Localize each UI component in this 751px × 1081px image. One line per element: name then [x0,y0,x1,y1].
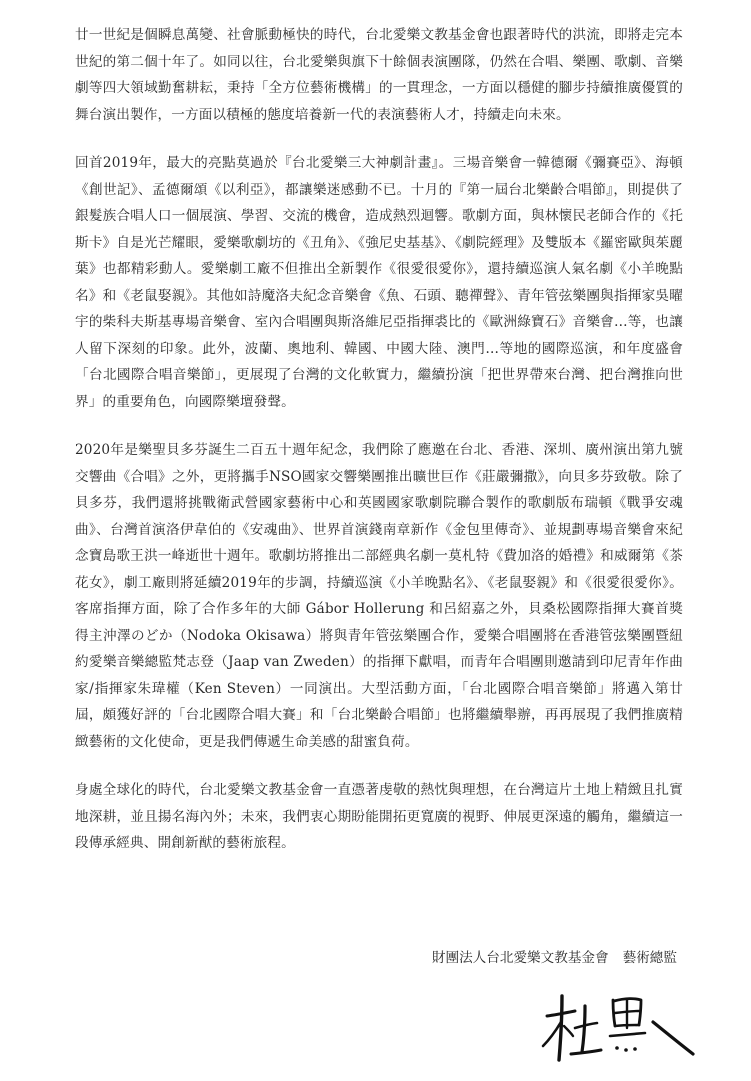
paragraph-2020-plans: 2020年是樂聖貝多芬誕生二百五十週年紀念，我們除了應邀在台北、香港、深圳、廣州演出第九號交響曲《合唱》之外，更將攜手NSO國家交響樂團推出曠世巨作《莊嚴彌撒》，向貝多芬致敬。除了貝多芬，我們還將挑戰衛武營國家藝術中心和英國國家歌劇院聯合製作的歌劇版布瑞頓《戰爭安魂曲》、台灣首演洛伊韋伯的《安魂曲》、世界首演錢南章新作《金包里傳奇》、並規劃專場音樂會來紀念寶島歌王洪一峰逝世十週年。歌劇坊將推出二部經典名劇一莫札特《費加洛的婚禮》和威爾第《茶花女》，劇工廠則將延續2019年的步調，持續巡演《小羊晚點名》、《老鼠娶親》和《很愛很愛你》。客席指揮方面，除了合作多年的大師 Gábor Hollerung 和呂紹嘉之外，貝桑松國際指揮大賽首獎得主沖澤のどか（Nodoka Okisawa）將與青年管弦樂團合作，愛樂合唱團將在香港管弦樂團暨紐約愛樂音樂總監梵志登（Jaap van Zweden）的指揮下獻唱，而青年合唱團則邀請到印尼青年作曲家/指揮家朱瑋權（Ken Steven）一同演出。大型活動方面，「台北國際合唱音樂節」將邁入第廿屆，頗獲好評的「台北國際合唱大賽」和「台北樂齡合唱節」也將繼續舉辦，再再展現了我們推廣精緻藝術的文化使命，更是我們傳遞生命美感的甜蜜負荷。 [75,442,683,750]
letter-body [75,22,683,879]
paragraph-2019-review: 回首2019年，最大的亮點莫過於『台北愛樂三大神劇計畫』。三場音樂會一韓德爾《彌賽亞》、海頓《創世記》、孟德爾頌《以利亞》，都讓樂迷感動不已。十月的『第一屆台北樂齡合唱節』，則提供了銀髮族合唱人口一個展演、學習、交流的機會，造成熱烈迴響。歌劇方面，與林懷民老師合作的《托斯卡》自是光芒耀眼，愛樂歌劇坊的《丑角》、《強尼史基基》、《劇院經理》及雙版本《羅密歐與茱麗葉》也都精彩動人。愛樂劇工廠不但推出全新製作《很愛很愛你》，還持續巡演人氣名劇《小羊晚點名》和《老鼠娶親》。其他如詩魔洛夫紀念音樂會《魚、石頭、聽禪聲》、青年管弦樂團與指揮家吳曜宇的柴科夫斯基專場音樂會、室內合唱團與斯洛維尼亞指揮裘比的《歐洲綠寶石》音樂會…等，也讓人留下深刻的印象。此外，波蘭、奧地利、韓國、中國大陸、澳門…等地的國際巡演，和年度盛會「台北國際合唱音樂節」，更展現了台灣的文化軟實力，繼續扮演「把世界帶來台灣、把台灣推向世界」的重要角色，向國際樂壇發聲。 [75,155,683,410]
signature-line [432,948,677,968]
signature-organization: 財團法人台北愛樂文教基金會 [431,950,609,966]
handwritten-signature [535,988,700,1066]
paragraph-closing: 身處全球化的時代，台北愛樂文教基金會一直憑著虔敬的熱忱與理想，在台灣這片土地上精緻且扎實地深耕，並且揚名海內外；未來，我們衷心期盼能開拓更寬廣的視野、伸展更深遠的觸角，繼續這一段傳承經典、開創新猷的藝術旅程。 [75,782,683,851]
signature-role: 藝術總監 [622,950,677,966]
paragraph-intro: 廿一世紀是個瞬息萬變、社會脈動極快的時代，台北愛樂文教基金會也跟著時代的洪流，即將走完本世紀的第二個十年了。如同以往，台北愛樂與旗下十餘個表演團隊，仍然在合唱、樂團、歌劇、音樂劇等四大領域勤奮耕耘，秉持「全方位藝術機構」的一貫理念，一方面以穩健的腳步持續推廣優質的舞台演出製作，一方面以積極的態度培養新一代的表演藝術人才，持續走向未來。 [75,27,683,123]
